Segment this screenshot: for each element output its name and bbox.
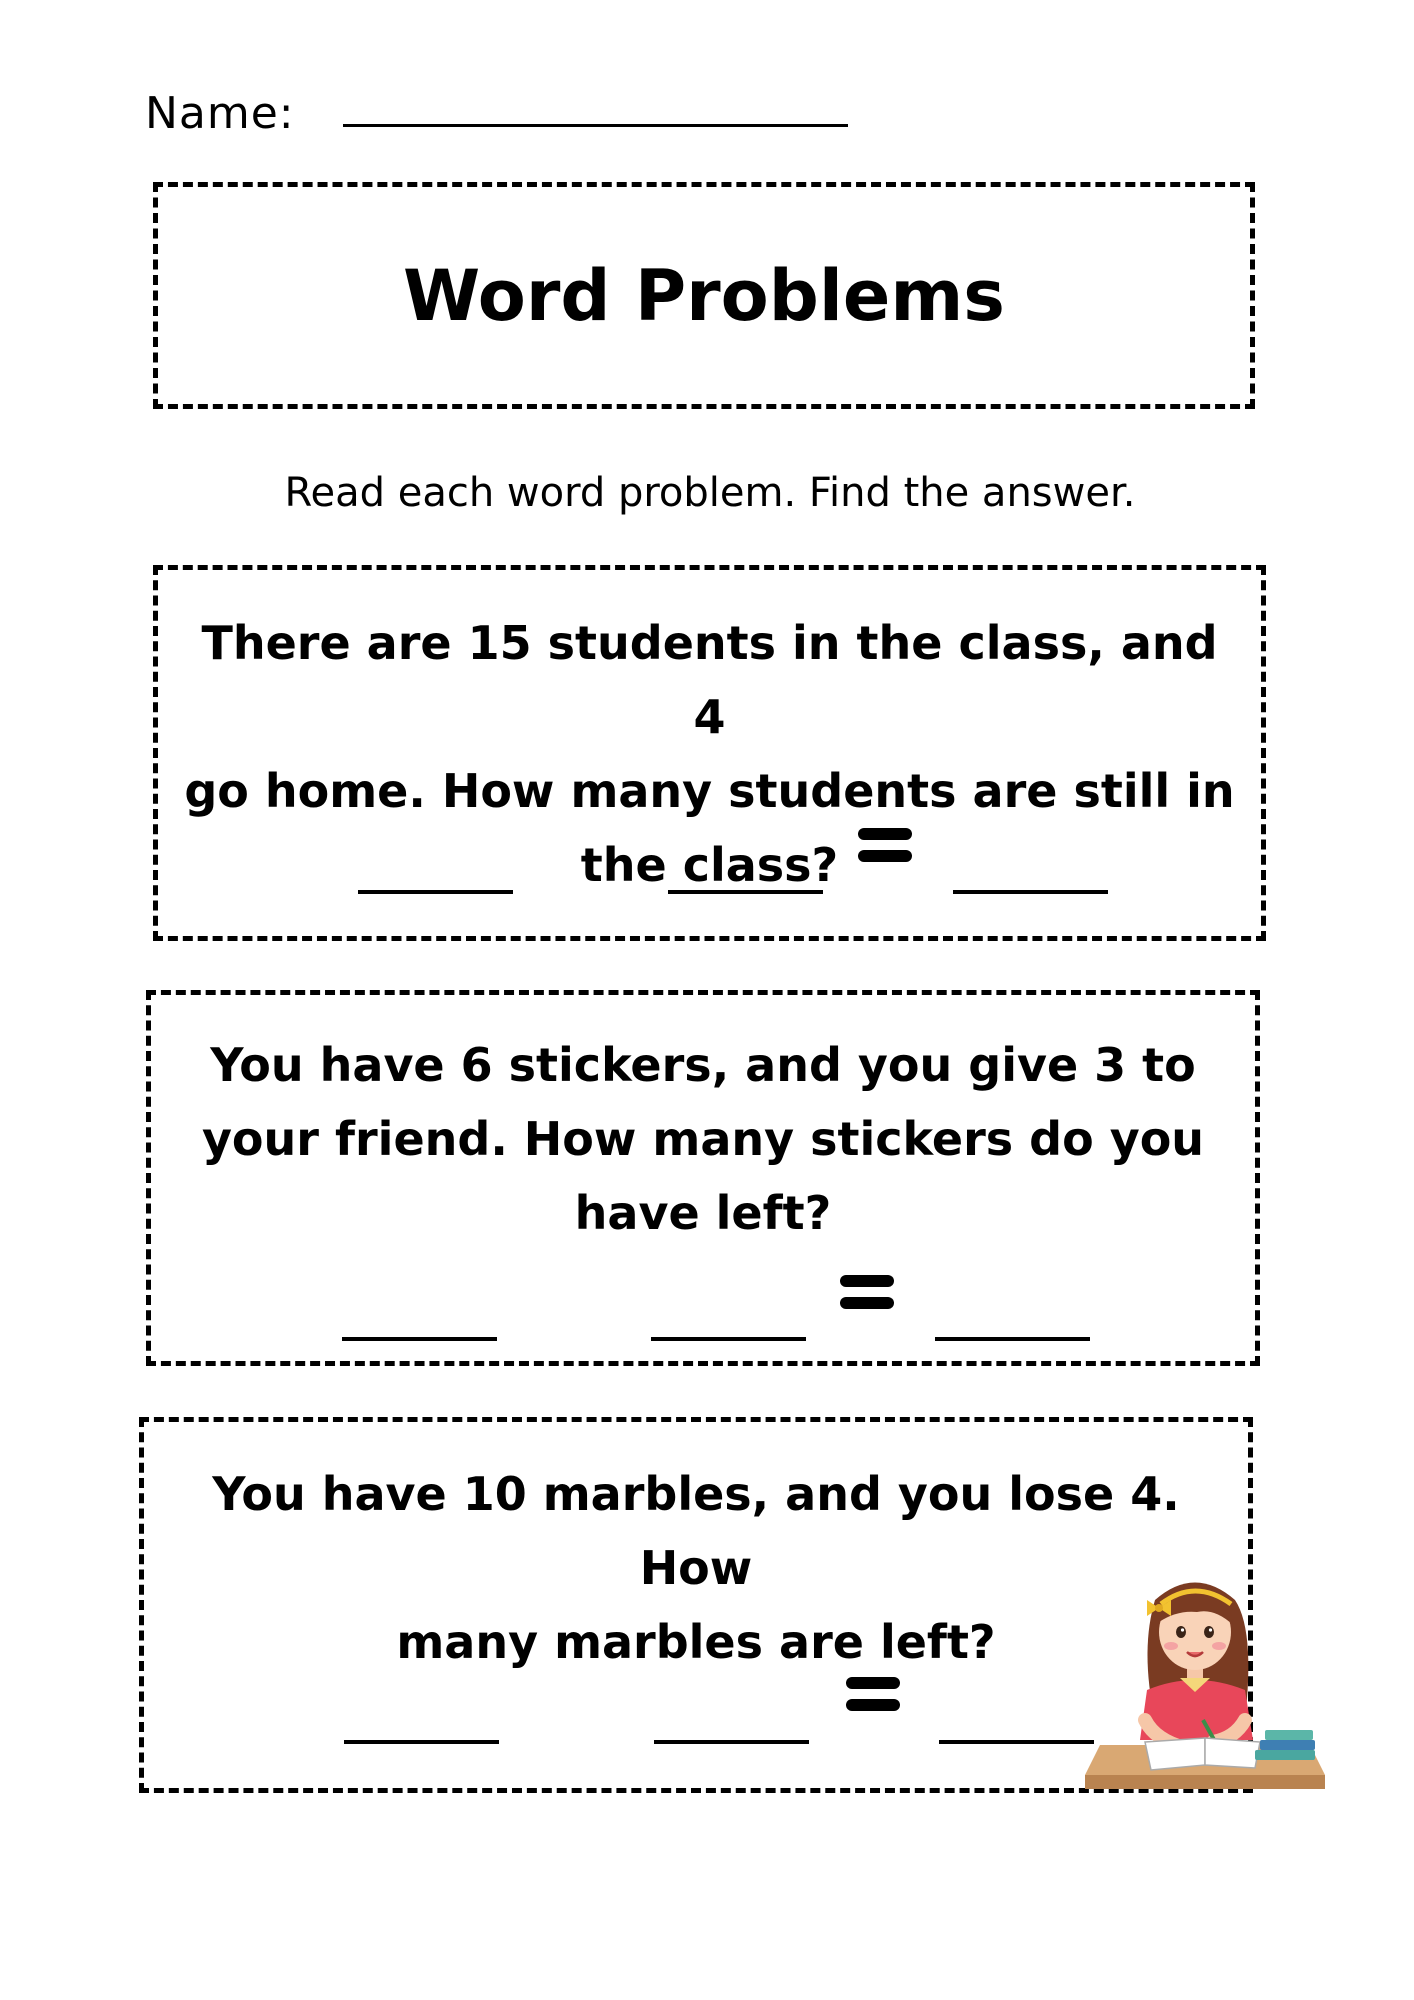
problem-3-line-1: You have 10 marbles, and you lose 4. How [212,1467,1180,1595]
title-box [153,182,1255,409]
girl-studying-illustration-icon [1085,1570,1345,1795]
instructions: Read each word problem. Find the answer. [284,470,1136,516]
equals-sign-icon [846,1677,900,1711]
problem-text-3 [164,1457,1228,1679]
name-answer-line[interactable] [343,124,848,127]
answer-blank-2a[interactable] [342,1337,497,1341]
problem-text-1 [178,606,1241,902]
problem-2-line-2: your friend. How many stickers do you [201,1112,1205,1166]
answer-blank-1a[interactable] [358,890,513,894]
answer-blank-1b[interactable] [668,890,823,894]
answer-blank-2c[interactable] [935,1337,1090,1341]
answer-blank-2b[interactable] [651,1337,806,1341]
answer-blank-3c[interactable] [939,1740,1094,1744]
problem-1-line-1: There are 15 students in the class, and 4 [201,616,1218,744]
problem-1-line-2: go home. How many students are still in [184,764,1235,818]
problem-2-line-1: You have 6 stickers, and you give 3 to [210,1038,1196,1092]
answer-blank-3a[interactable] [344,1740,499,1744]
problem-box-1 [153,565,1266,941]
equals-sign-icon [858,828,912,862]
problem-box-2 [146,990,1260,1366]
equals-sign-icon [840,1275,894,1309]
name-label: Name: [145,88,295,139]
page-title: Word Problems [403,254,1005,337]
problem-2-line-3: have left? [574,1186,832,1240]
answer-blank-1c[interactable] [953,890,1108,894]
answer-blank-3b[interactable] [654,1740,809,1744]
problem-3-line-2: many marbles are left? [396,1615,996,1669]
problem-text-2 [171,1028,1235,1250]
problem-1-line-3: the class? [580,838,839,892]
